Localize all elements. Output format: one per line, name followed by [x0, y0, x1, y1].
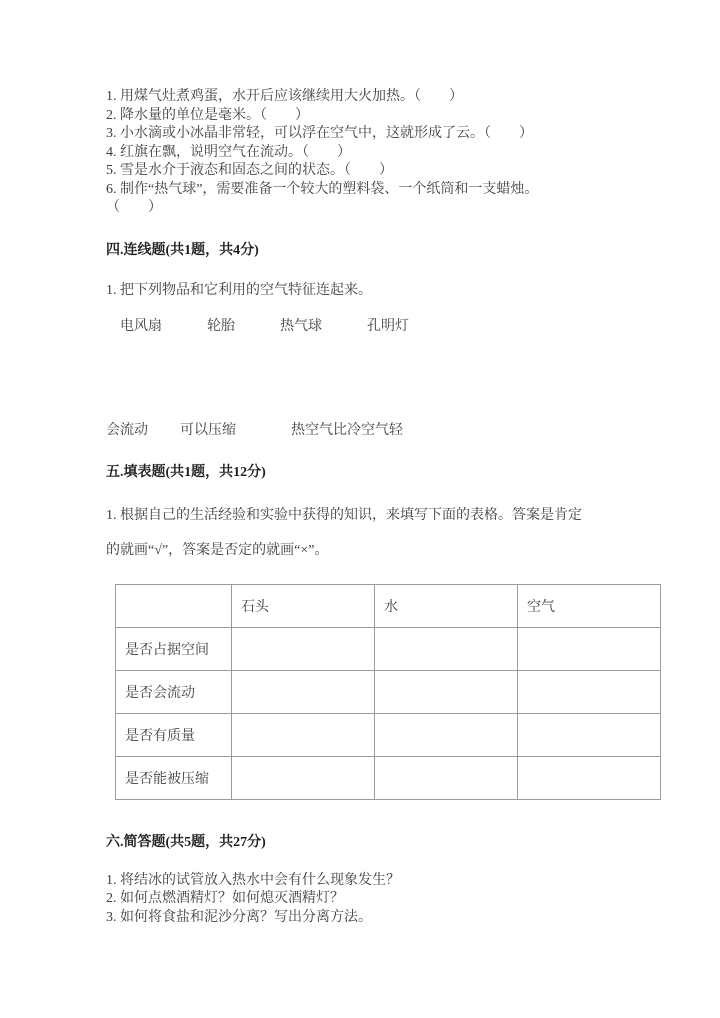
table-row-label-occupy-space: 是否占据空间: [116, 627, 232, 670]
matching-feature-flow: 会流动: [106, 422, 148, 438]
tf-question-1: 1. 用煤气灶煮鸡蛋，水开后应该继续用大火加热。（ ）: [106, 89, 463, 104]
table-answer-cell: [518, 756, 661, 799]
table-answer-cell: [375, 627, 518, 670]
tf-question-4: 4. 红旗在飘，说明空气在流动。（ ）: [106, 144, 351, 160]
section5-question: [106, 498, 662, 568]
matching-item-fan: 电风扇: [120, 318, 162, 334]
table-header-row: [116, 584, 661, 627]
table-row: [116, 756, 661, 799]
table-row: [116, 713, 661, 756]
table-row-label-compressible: 是否能被压缩: [116, 756, 232, 799]
short-answer-question-3: 3. 如何将食盐和泥沙分离？写出分离方法。: [106, 909, 372, 925]
table-row: [116, 627, 661, 670]
table-answer-cell: [518, 627, 661, 670]
matching-feature-compress: 可以压缩: [180, 422, 236, 438]
tf-question-6-answer-blank: （ ）: [106, 200, 162, 215]
section4-title: 四.连线题(共1题，共4分): [106, 242, 259, 258]
table-corner-cell: [116, 584, 232, 627]
matching-item-hot-air-balloon: 热气球: [280, 318, 322, 334]
table-answer-cell: [375, 670, 518, 713]
section5-title: 五.填表题(共1题，共12分): [106, 464, 266, 480]
table-answer-cell: [518, 670, 661, 713]
table-answer-cell: [232, 756, 375, 799]
table-row: [116, 670, 661, 713]
table-answer-cell: [232, 670, 375, 713]
tf-question-2: 2. 降水量的单位是毫米。（ ）: [106, 107, 309, 123]
table-answer-cell: [518, 713, 661, 756]
matching-features-row: [106, 422, 662, 440]
tf-question-3: 3. 小水滴或小冰晶非常轻，可以浮在空气中，这就形成了云。（ ）: [106, 126, 533, 141]
section6-title: 六.简答题(共5题，共27分): [106, 834, 266, 850]
table-answer-cell: [232, 713, 375, 756]
section4-question: 1. 把下列物品和它利用的空气特征连起来。: [106, 282, 372, 298]
short-answer-question-1: 1. 将结冰的试管放入热水中会有什么现象发生？: [106, 872, 400, 888]
section5-question-line2: 的就画“√”，答案是否定的就画“×”。: [106, 542, 329, 558]
section5-question-line1: 1. 根据自己的生活经验和实验中获得的知识，来填写下面的表格。答案是肯定: [106, 507, 582, 523]
tf-question-5: 5. 雪是水介于液态和固态之间的状态。（ ）: [106, 163, 393, 178]
table-header-water: 水: [375, 584, 518, 627]
table-answer-cell: [232, 627, 375, 670]
table-answer-cell: [375, 713, 518, 756]
table-header-stone: 石头: [232, 584, 375, 627]
table-row-label-has-mass: 是否有质量: [116, 713, 232, 756]
true-false-list: [106, 88, 662, 218]
matching-item-tire: 轮胎: [207, 318, 235, 334]
table-header-air: 空气: [518, 584, 661, 627]
table-row-label-can-flow: 是否会流动: [116, 670, 232, 713]
fill-in-table: [115, 584, 661, 800]
matching-item-sky-lantern: 孔明灯: [367, 318, 409, 334]
tf-question-6: 6. 制作“热气球”，需要准备一个较大的塑料袋、一个纸筒和一支蜡烛。: [106, 181, 539, 197]
matching-items-row: [120, 318, 662, 336]
short-answer-list: [106, 872, 662, 928]
short-answer-question-2: 2. 如何点燃酒精灯？如何熄灭酒精灯？: [106, 891, 344, 906]
table-answer-cell: [375, 756, 518, 799]
matching-feature-hot-air-lighter: 热空气比冷空气轻: [291, 422, 403, 438]
